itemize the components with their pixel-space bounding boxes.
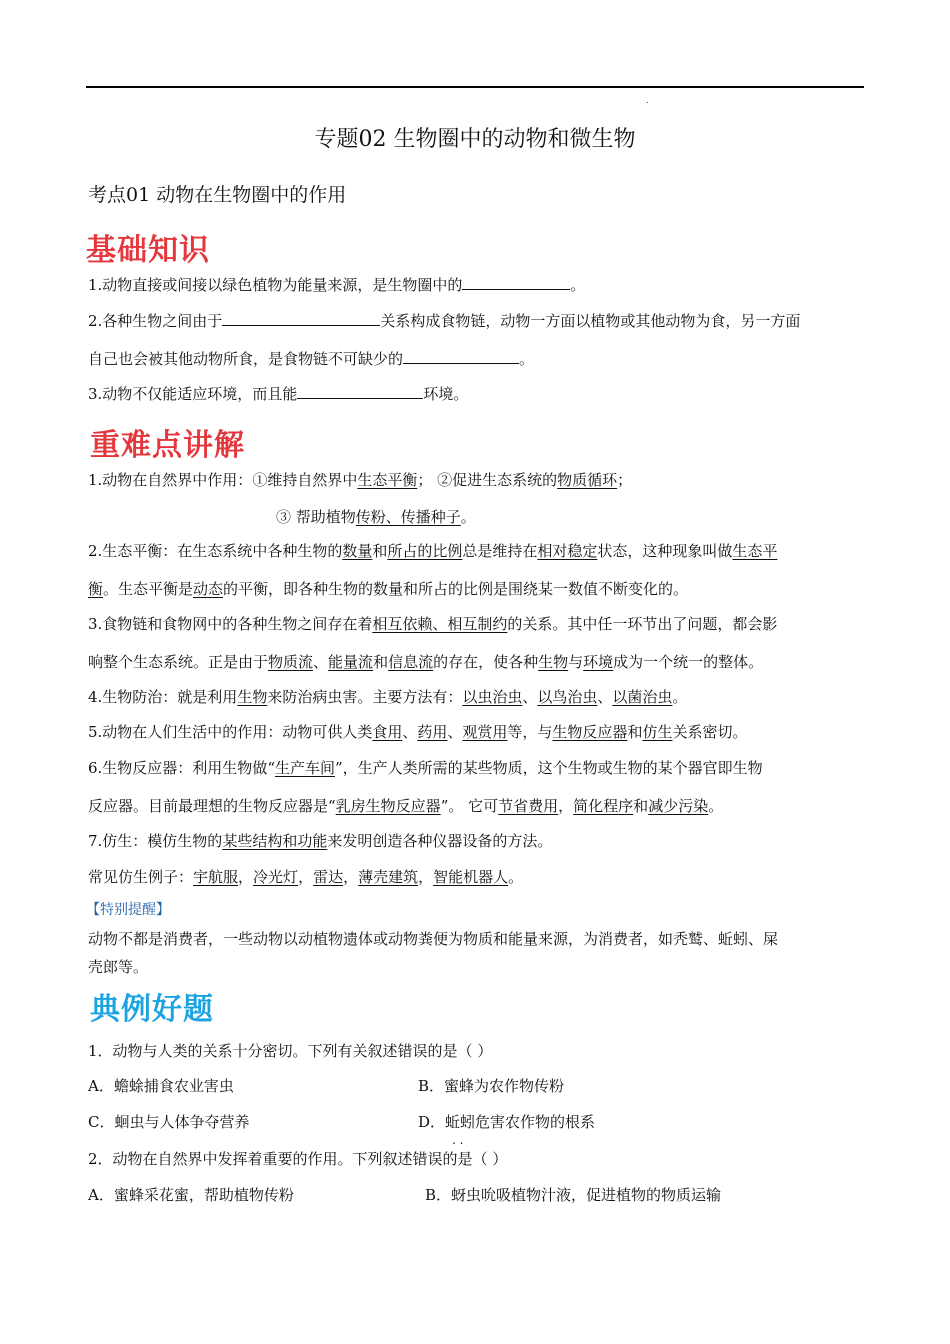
- key-point-3-line1: 3.食物链和食物网中的各种生物之间存在着相互依赖、相互制约的关系。其中任一环节出了问题，都会影: [88, 615, 778, 633]
- basics-q2-line2: 自己也会被其他动物所食，是食物链不可缺少的 。: [88, 350, 535, 368]
- key-point-4: 4.生物防治：就是利用生物来防治病虫害。主要方法有：以虫治虫、以鸟治虫、以菌治虫。: [88, 688, 688, 706]
- topic-heading: 考点01 动物在生物圈中的作用: [88, 184, 347, 206]
- section-key-points: 重难点讲解: [90, 428, 245, 463]
- key-point-6-line2: 反应器。目前最理想的生物反应器是“乳房生物反应器”。 它可节省费用，简化程序和减少污染。: [88, 797, 724, 815]
- basics-q3: 3.动物不仅能适应环境，而且能 环境。: [88, 385, 469, 403]
- emphasis-dots: . .: [452, 1133, 464, 1147]
- example-q2: 2．动物在自然界中发挥着重要的作用。下列叙述错误的是（ ）: [88, 1150, 508, 1168]
- header-rule: [86, 86, 864, 88]
- basics-q1: 1.动物直接或间接以绿色植物为能量来源，是生物圈中的 。: [88, 276, 586, 294]
- key-point-3-line2: 响整个生态系统。正是由于物质流、能量流和信息流的存在，使各种生物与环境成为一个统一的整体。: [88, 653, 764, 671]
- key-point-2-line2: 衡。生态平衡是动态的平衡，即各种生物的数量和所占的比例是围绕某一数值不断变化的。: [88, 580, 689, 598]
- example-q1-option-a: A．蟾蜍捕食农业害虫: [88, 1077, 234, 1095]
- key-point-1-cont: ③ 帮助植物传粉、传播种子。: [276, 508, 476, 526]
- key-point-2-line1: 2.生态平衡：在生态系统中各种生物的数量和所占的比例总是维持在相对稳定状态，这种现象叫做生态平: [88, 542, 778, 560]
- key-point-5: 5.动物在人们生活中的作用：动物可供人类食用、药用、观赏用等，与生物反应器和仿生关系密切。: [88, 723, 748, 741]
- basics-q2-line1: 2.各种生物之间由于 关系构成食物链，动物一方面以植物或其他动物为食，另一方面: [88, 312, 801, 330]
- section-basics: 基础知识: [86, 233, 210, 268]
- example-q2-option-b: B．蚜虫吮吸植物汁液，促进植物的物质运输: [425, 1186, 722, 1204]
- example-q1-option-d: D．蚯蚓危害农作物的根系: [418, 1113, 596, 1131]
- example-q1-option-c: C．蛔虫与人体争夺营养: [88, 1113, 250, 1131]
- key-point-1: 1.动物在自然界中作用：①维持自然界中生态平衡； ②促进生态系统的物质循环；: [88, 471, 633, 489]
- reminder-tag: 【特别提醒】: [86, 902, 170, 918]
- key-point-6-line1: 6.生物反应器：利用生物做“生产车间”，生产人类所需的某些物质，这个生物或生物的某个器官即生物: [88, 759, 763, 777]
- stray-mark: .: [646, 96, 649, 105]
- bionics-examples: 常见仿生例子：宇航服，冷光灯，雷达，薄壳建筑，智能机器人。: [88, 868, 524, 886]
- section-examples: 典例好题: [90, 992, 214, 1027]
- page-title: 专题02 生物圈中的动物和微生物: [314, 127, 636, 152]
- example-q2-option-a: A．蜜蜂采花蜜，帮助植物传粉: [88, 1186, 294, 1204]
- example-q1-option-b: B．蜜蜂为农作物传粉: [418, 1077, 565, 1095]
- example-q1: 1．动物与人类的关系十分密切。下列有关叙述错误的是（ ）: [88, 1042, 493, 1060]
- key-point-7: 7.仿生：模仿生物的某些结构和功能来发明创造各种仪器设备的方法。: [88, 832, 553, 850]
- reminder-line1: 动物不都是消费者，一些动物以动植物遗体或动物粪便为物质和能量来源，为消费者，如秃鹫、蚯蚓、屎: [88, 930, 779, 948]
- reminder-line2: 壳郎等。: [88, 958, 149, 976]
